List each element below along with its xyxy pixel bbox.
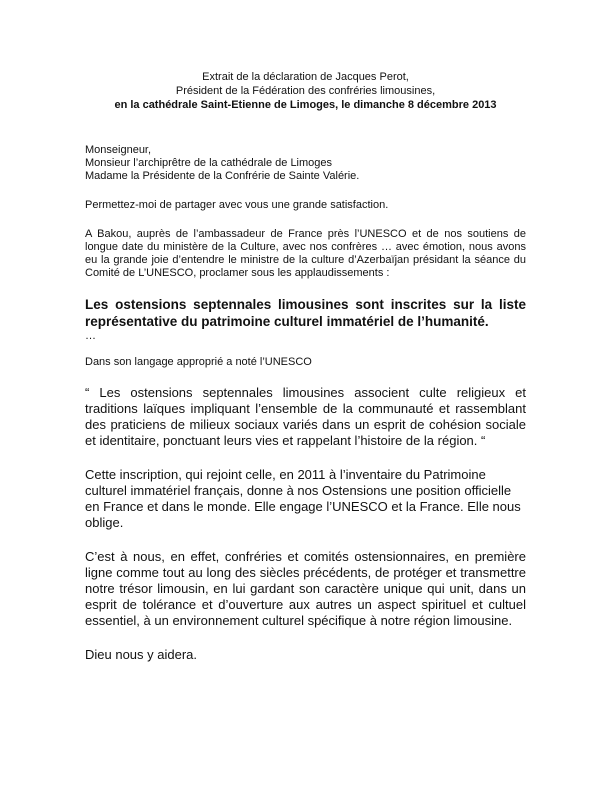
document-header bbox=[85, 70, 526, 112]
document-page bbox=[85, 70, 526, 663]
salutation-line-1: Monseigneur, bbox=[85, 144, 152, 156]
header-line-role: Président de la Fédération des confréries limousines, bbox=[175, 85, 436, 97]
closing-line: Dieu nous y aidera. bbox=[85, 647, 198, 662]
unesco-quote: “ Les ostensions septennales limousines associent culte religieux et traditions laïques impliquant l’ensemble de la communauté et rassemblant des praticiens de milieux sociaux variés dans un esprit de cohésion sociale et identitaire, ponctuant leurs vies et rappelant l’histoire de la région. “ bbox=[85, 385, 526, 448]
salutation-line-2: Monsieur l’archiprêtre de la cathédrale de Limoges bbox=[85, 157, 333, 169]
salutation bbox=[85, 144, 526, 183]
unesco-intro: Dans son langage approprié a noté l’UNESCO bbox=[85, 356, 312, 368]
baku-paragraph: A Bakou, auprès de l’ambassadeur de France près l’UNESCO et de nos soutiens de longue date du ministère de la Culture, avec nos confrères … avec émotion, nous avons eu la grande joie d’entendre le ministre de la culture d’Azerbaïjan présidant la séance du Comité de L’UNESCO, proclamer sous les applaudissements : bbox=[85, 228, 526, 279]
ellipsis: … bbox=[85, 330, 96, 342]
salutation-line-3: Madame la Présidente de la Confrérie de Sainte Valérie. bbox=[85, 170, 360, 182]
header-line-title: Extrait de la déclaration de Jacques Perot, bbox=[202, 71, 409, 83]
header-line-location: en la cathédrale Saint-Etienne de Limoges, le dimanche 8 décembre 2013 bbox=[114, 99, 497, 111]
headline-statement: Les ostensions septennales limousines sont inscrites sur la liste représentative du patrimoine culturel immatériel de l’humanité. bbox=[85, 297, 526, 329]
duty-paragraph: C’est à nous, en effet, confréries et comités ostensionnaires, en première ligne comme tout au long des siècles précédents, de protéger et transmettre notre trésor limousin, en lui gardant son caractère unique qui unit, dans un esprit de tolérance et d’ouverture aux autres un aspect spirituel et cultuel essentiel, à un environnement culturel spécifique à notre région limousine. bbox=[85, 549, 526, 628]
inscription-paragraph: Cette inscription, qui rejoint celle, en 2011 à l’inventaire du Patrimoine culturel immatériel français, donne à nos Ostensions une position officielle en France et dans le monde. Elle engage l’UNESCO et la France. Elle nous oblige. bbox=[85, 467, 521, 530]
intro-paragraph: Permettez-moi de partager avec vous une grande satisfaction. bbox=[85, 199, 389, 211]
